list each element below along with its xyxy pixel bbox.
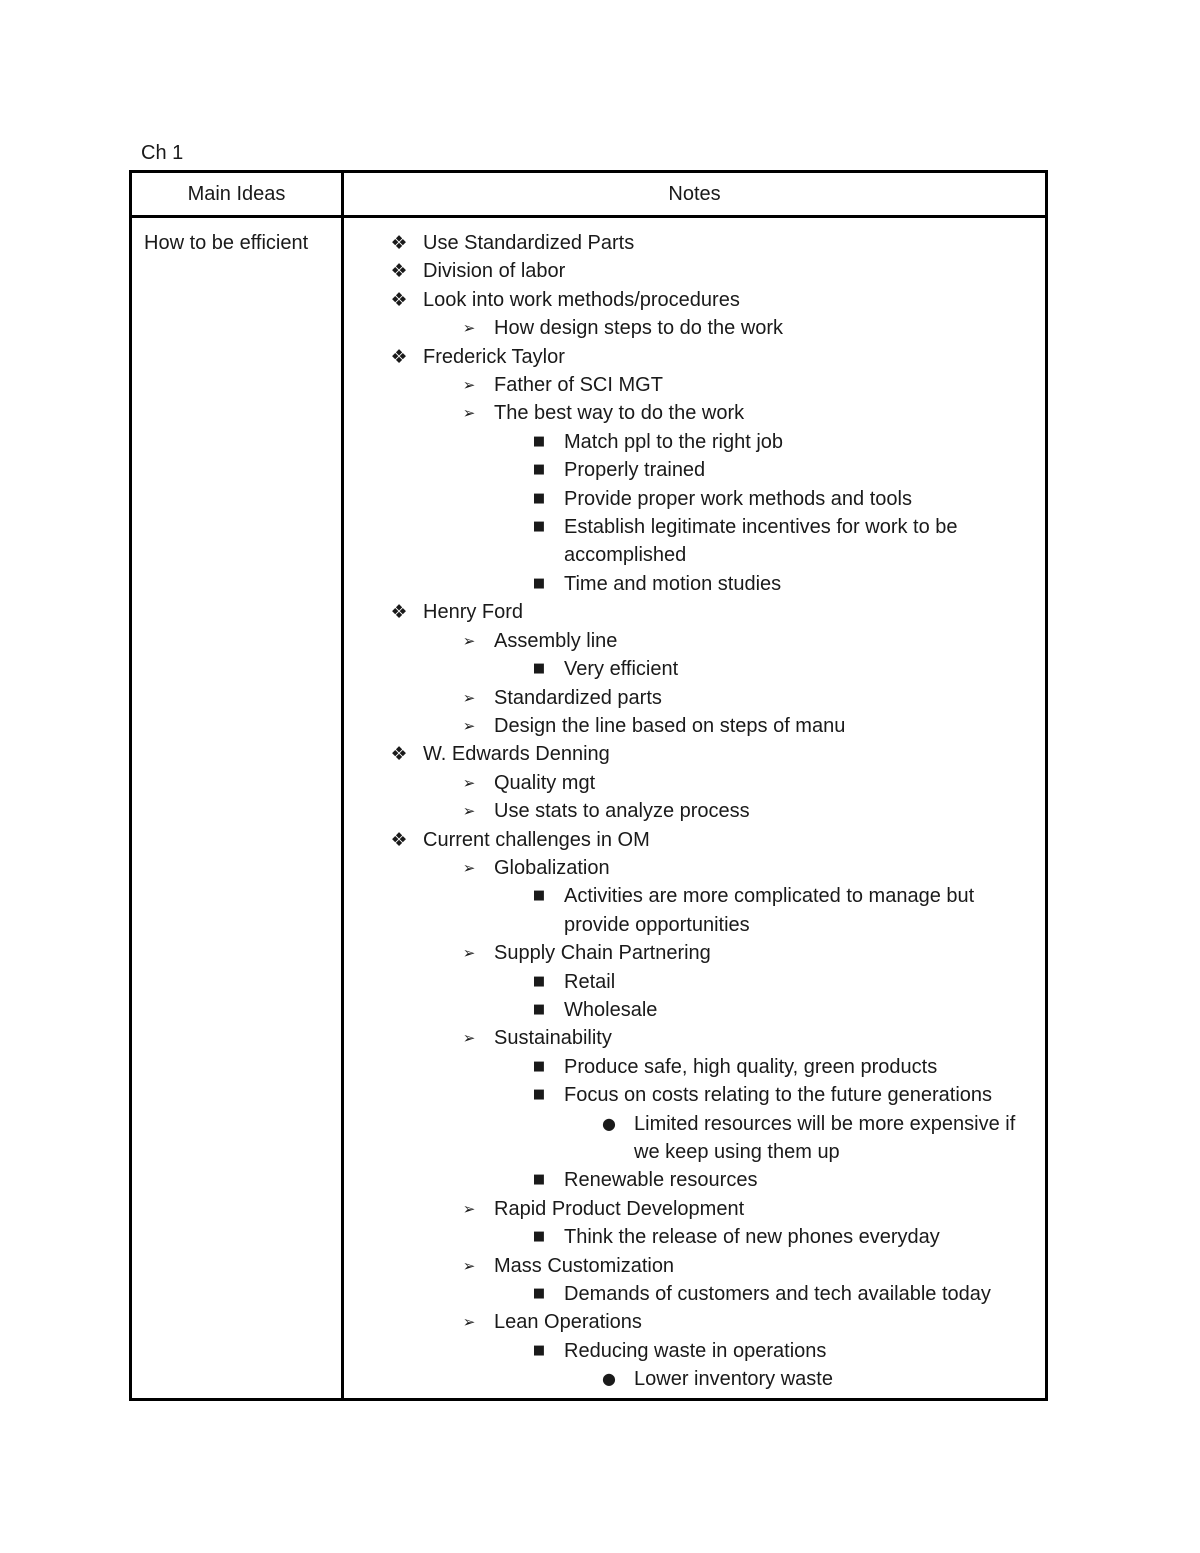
- note-item: [344, 513, 1045, 570]
- note-text: Provide proper work methods and tools: [564, 487, 912, 510]
- note-item: [344, 627, 1045, 655]
- note-text: Time and motion studies: [564, 572, 782, 595]
- arrowhead-bullet-icon: ➢: [462, 631, 476, 650]
- note-text: Globalization: [494, 856, 610, 879]
- note-text: Reducing waste in operations: [564, 1339, 827, 1362]
- square-bullet-icon: ■: [532, 1001, 546, 1017]
- square-bullet-icon: ■: [532, 973, 546, 989]
- diamond-bullet-icon: ❖: [390, 232, 408, 254]
- note-item: [344, 570, 1045, 598]
- note-text: Mass Customization: [494, 1254, 675, 1277]
- note-item: [344, 740, 1045, 768]
- note-item: [344, 598, 1045, 626]
- column-header-main-ideas: Main Ideas: [131, 172, 343, 217]
- note-item: [344, 1280, 1045, 1308]
- note-text: Establish legitimate incentives for work to be accomplished: [564, 516, 958, 567]
- note-text: W. Edwards Denning: [423, 743, 610, 766]
- diamond-bullet-icon: ❖: [390, 288, 408, 311]
- note-text: Current challenges in OM: [423, 828, 650, 851]
- square-bullet-icon: ■: [532, 433, 546, 449]
- note-item: [344, 456, 1045, 484]
- note-text: Frederick Taylor: [423, 345, 565, 368]
- arrowhead-bullet-icon: ➢: [462, 404, 476, 423]
- square-bullet-icon: ■: [532, 519, 546, 535]
- column-header-notes: Notes: [343, 172, 1047, 217]
- note-text: Think the release of new phones everyday: [564, 1226, 940, 1249]
- square-bullet-icon: ■: [532, 661, 546, 677]
- arrowhead-bullet-icon: ➢: [462, 944, 476, 963]
- note-item: [344, 1053, 1045, 1081]
- arrowhead-bullet-icon: ➢: [462, 688, 476, 707]
- notes-list: [344, 218, 1045, 1394]
- note-item: [344, 1195, 1045, 1223]
- note-item: [344, 1365, 1045, 1393]
- note-item: [344, 712, 1045, 740]
- note-text: Design the line based on steps of manu: [494, 714, 846, 737]
- note-text: Very efficient: [564, 658, 679, 681]
- diamond-bullet-icon: ❖: [390, 345, 408, 368]
- arrowhead-bullet-icon: ➢: [462, 773, 476, 792]
- arrowhead-bullet-icon: ➢: [462, 858, 476, 877]
- square-bullet-icon: ■: [532, 1286, 546, 1302]
- arrowhead-bullet-icon: ➢: [462, 1313, 476, 1332]
- note-item: [344, 769, 1045, 797]
- square-bullet-icon: ■: [532, 575, 546, 591]
- note-text: Focus on costs relating to the future generations: [564, 1084, 993, 1107]
- arrowhead-bullet-icon: ➢: [462, 802, 476, 821]
- note-text: Standardized parts: [494, 686, 662, 709]
- main-idea-text: How to be efficient: [144, 232, 309, 254]
- note-text: Henry Ford: [423, 601, 524, 624]
- note-item: [344, 1081, 1045, 1109]
- diamond-bullet-icon: ❖: [390, 828, 408, 851]
- note-item: [344, 343, 1045, 371]
- note-text: Lean Operations: [494, 1311, 642, 1334]
- arrowhead-bullet-icon: ➢: [462, 716, 476, 735]
- note-item: [344, 428, 1045, 456]
- notes-cell: [343, 217, 1047, 1400]
- main-ideas-cell: [131, 217, 343, 1400]
- note-text: Rapid Product Development: [494, 1197, 745, 1220]
- square-bullet-icon: ■: [532, 1172, 546, 1188]
- square-bullet-icon: ■: [532, 490, 546, 506]
- note-text: Limited resources will be more expensive if we keep using them up: [634, 1112, 1016, 1163]
- note-item: [344, 1024, 1045, 1052]
- note-text: How design steps to do the work: [494, 317, 784, 340]
- note-item: [344, 1337, 1045, 1365]
- arrowhead-bullet-icon: ➢: [462, 1199, 476, 1218]
- diamond-bullet-icon: ❖: [390, 601, 408, 624]
- note-item: [344, 1308, 1045, 1336]
- note-item: [344, 1110, 1045, 1167]
- note-text: Activities are more complicated to manage but provide opportunities: [564, 885, 975, 936]
- note-item: [344, 968, 1045, 996]
- note-text: Division of labor: [423, 260, 566, 283]
- note-item: [344, 314, 1045, 342]
- square-bullet-icon: ■: [532, 1342, 546, 1358]
- diamond-bullet-icon: ❖: [390, 260, 408, 283]
- note-item: [344, 854, 1045, 882]
- diamond-bullet-icon: ❖: [390, 743, 408, 766]
- note-text: Produce safe, high quality, green products: [564, 1055, 938, 1078]
- note-item: [344, 371, 1045, 399]
- note-item: [344, 996, 1045, 1024]
- table-row: [131, 217, 1047, 1400]
- note-item: [344, 939, 1045, 967]
- note-text: Look into work methods/procedures: [423, 288, 740, 311]
- note-item: [344, 1223, 1045, 1251]
- table-header-row: [131, 172, 1047, 217]
- cornell-notes-table: [129, 170, 1048, 1401]
- arrowhead-bullet-icon: ➢: [462, 376, 476, 395]
- note-item: [344, 485, 1045, 513]
- note-item: [344, 797, 1045, 825]
- square-bullet-icon: ■: [532, 1229, 546, 1245]
- note-text: Assembly line: [494, 629, 618, 652]
- note-item: [344, 684, 1045, 712]
- note-item: [344, 229, 1045, 257]
- note-item: [344, 882, 1045, 939]
- round-bullet-icon: ●: [602, 1113, 616, 1133]
- arrowhead-bullet-icon: ➢: [462, 1029, 476, 1048]
- note-text: Retail: [564, 970, 616, 993]
- note-item: [344, 257, 1045, 285]
- arrowhead-bullet-icon: ➢: [462, 319, 476, 338]
- note-text: Renewable resources: [564, 1169, 758, 1192]
- note-text: Wholesale: [564, 998, 658, 1021]
- note-item: [344, 826, 1045, 854]
- arrowhead-bullet-icon: ➢: [462, 1256, 476, 1275]
- note-text: Lower inventory waste: [634, 1368, 833, 1391]
- note-text: Quality mgt: [494, 771, 596, 794]
- note-item: [344, 286, 1045, 314]
- page-heading: Ch 1: [141, 142, 184, 164]
- note-item: [344, 399, 1045, 427]
- note-text: Supply Chain Partnering: [494, 942, 711, 965]
- note-item: [344, 1252, 1045, 1280]
- note-text: The best way to do the work: [494, 402, 745, 425]
- note-text: Father of SCI MGT: [494, 374, 663, 397]
- note-item: [344, 1166, 1045, 1194]
- round-bullet-icon: ●: [602, 1369, 616, 1389]
- note-text: Sustainability: [494, 1027, 612, 1050]
- note-item: [344, 655, 1045, 683]
- note-text: Properly trained: [564, 459, 706, 482]
- square-bullet-icon: ■: [532, 1058, 546, 1074]
- note-text: Match ppl to the right job: [564, 430, 784, 453]
- square-bullet-icon: ■: [532, 888, 546, 904]
- note-text: Use stats to analyze process: [494, 800, 750, 823]
- note-text: Use Standardized Parts: [423, 232, 635, 254]
- note-text: Demands of customers and tech available today: [564, 1283, 991, 1306]
- square-bullet-icon: ■: [532, 1087, 546, 1103]
- square-bullet-icon: ■: [532, 462, 546, 478]
